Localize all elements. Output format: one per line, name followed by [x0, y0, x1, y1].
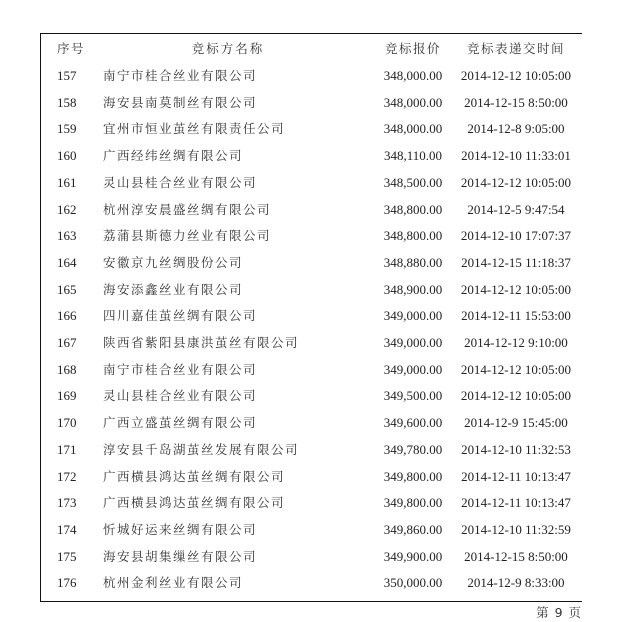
row-name: 四川嘉佳茧丝绸有限公司 — [103, 308, 258, 324]
row-name: 淳安县千岛湖茧丝发展有限公司 — [103, 441, 300, 457]
row-price: 349,780.00 — [383, 441, 443, 457]
row-price: 348,000.00 — [383, 121, 443, 137]
row-price: 348,900.00 — [383, 281, 443, 297]
row-price: 348,800.00 — [383, 201, 443, 217]
row-time: 2014-12-10 11:32:53 — [461, 441, 571, 457]
row-price: 349,860.00 — [383, 521, 443, 537]
page-number: 第 9 页 — [536, 605, 582, 620]
table-row — [41, 330, 583, 356]
table-row — [41, 170, 583, 196]
row-time: 2014-12-12 10:05:00 — [460, 361, 572, 377]
table-header — [41, 36, 583, 62]
row-name: 广西经纬丝绸有限公司 — [103, 148, 244, 164]
row-price: 348,500.00 — [383, 174, 443, 190]
row-time: 2014-12-10 11:32:59 — [461, 521, 571, 537]
header-price: 竞标报价 — [384, 41, 441, 56]
row-time: 2014-12-11 10:13:47 — [461, 495, 571, 511]
table-row — [41, 277, 583, 303]
row-no: 157 — [57, 68, 77, 83]
row-no: 163 — [57, 228, 77, 244]
row-time: 2014-12-12 10:05:00 — [460, 174, 572, 190]
row-no: 175 — [57, 548, 77, 564]
row-time: 2014-12-11 15:53:00 — [461, 308, 571, 324]
row-no: 160 — [57, 148, 77, 164]
header-no: 序号 — [57, 41, 86, 56]
table-row — [41, 143, 583, 169]
row-price: 350,000.00 — [383, 575, 443, 591]
row-name: 海安县南莫制丝有限公司 — [103, 94, 258, 110]
table-row — [41, 357, 583, 383]
table-row — [41, 544, 583, 570]
row-no: 172 — [57, 468, 77, 484]
row-price: 349,000.00 — [383, 308, 443, 324]
row-time: 2014-12-15 11:18:37 — [461, 254, 571, 270]
row-no: 169 — [57, 388, 77, 404]
row-no: 162 — [57, 201, 77, 217]
row-price: 348,000.00 — [383, 94, 443, 110]
row-name: 广西立盛茧丝绸有限公司 — [103, 415, 258, 431]
header-name: 竞标方名称 — [191, 41, 265, 56]
row-name: 广西横县鸿达茧丝绸有限公司 — [103, 495, 286, 511]
table-row — [41, 410, 583, 436]
row-time: 2014-12-12 10:05:00 — [460, 388, 572, 404]
row-name: 海安添鑫丝业有限公司 — [103, 281, 244, 297]
row-price: 349,800.00 — [383, 468, 443, 484]
row-name: 荔蒲县斯德力丝业有限公司 — [103, 228, 272, 244]
row-no: 158 — [57, 94, 77, 110]
row-no: 176 — [57, 575, 77, 591]
row-no: 161 — [57, 174, 77, 190]
row-time: 2014-12-9 8:33:00 — [467, 575, 565, 591]
row-price: 348,800.00 — [383, 228, 443, 244]
row-price: 349,000.00 — [383, 335, 443, 350]
row-time: 2014-12-9 15:45:00 — [464, 415, 568, 431]
table-row — [41, 570, 583, 596]
row-name: 杭州淳安晨盛丝绸有限公司 — [103, 201, 272, 217]
table-row — [41, 116, 583, 142]
row-price: 349,800.00 — [383, 495, 443, 511]
row-name: 灵山县桂合丝业有限公司 — [103, 388, 258, 404]
row-name: 南宁市桂合丝业有限公司 — [103, 361, 258, 377]
table-row — [41, 90, 583, 116]
row-price: 349,600.00 — [383, 415, 443, 431]
row-time: 2014-12-12 10:05:00 — [460, 281, 572, 297]
row-price: 349,500.00 — [383, 388, 443, 404]
table-row — [41, 383, 583, 409]
row-no: 164 — [57, 254, 77, 270]
row-time: 2014-12-8 9:05:00 — [467, 121, 565, 137]
row-name: 杭州金利丝业有限公司 — [103, 575, 244, 591]
row-name: 陕西省紫阳县康洪茧丝有限公司 — [103, 335, 300, 350]
row-no: 168 — [57, 361, 77, 377]
table-row — [41, 464, 583, 490]
row-time: 2014-12-12 9:10:00 — [464, 335, 568, 350]
row-name: 宜州市恒业茧丝有限责任公司 — [103, 121, 286, 137]
row-name: 灵山县桂合丝业有限公司 — [103, 174, 258, 190]
row-time: 2014-12-10 11:33:01 — [461, 148, 571, 164]
row-name: 海安县胡集缫丝有限公司 — [103, 548, 258, 564]
header-time: 竞标表递交时间 — [466, 41, 565, 56]
row-time: 2014-12-12 10:05:00 — [460, 68, 572, 83]
row-price: 348,000.00 — [383, 68, 443, 83]
row-no: 165 — [57, 281, 77, 297]
row-no: 170 — [57, 415, 77, 431]
row-no: 166 — [57, 308, 77, 324]
row-name: 忻城好运来丝绸有限公司 — [103, 521, 258, 537]
row-no: 174 — [57, 521, 77, 537]
row-time: 2014-12-15 8:50:00 — [464, 94, 568, 110]
row-price: 348,880.00 — [383, 254, 443, 270]
row-time: 2014-12-5 9:47:54 — [467, 201, 565, 217]
row-price: 349,900.00 — [383, 548, 443, 564]
row-time: 2014-12-15 8:50:00 — [464, 548, 568, 564]
row-name: 安徽京九丝绸股份公司 — [103, 254, 244, 270]
row-no: 167 — [57, 335, 77, 350]
row-name: 广西横县鸿达茧丝绸有限公司 — [103, 468, 286, 484]
table-row — [41, 223, 583, 249]
row-no: 173 — [57, 495, 77, 511]
table-row — [41, 250, 583, 276]
row-time: 2014-12-10 17:07:37 — [460, 228, 572, 244]
row-name: 南宁市桂合丝业有限公司 — [103, 68, 258, 83]
table-row — [41, 63, 583, 89]
table-row — [41, 197, 583, 223]
table-row — [41, 437, 583, 463]
row-price: 348,110.00 — [383, 148, 443, 164]
table-row — [41, 517, 583, 543]
table-row — [41, 490, 583, 516]
row-price: 349,000.00 — [383, 361, 443, 377]
row-no: 171 — [57, 441, 77, 457]
table-row — [41, 303, 583, 329]
row-no: 159 — [57, 121, 77, 137]
row-time: 2014-12-11 10:13:47 — [461, 468, 571, 484]
bid-table — [40, 33, 582, 602]
